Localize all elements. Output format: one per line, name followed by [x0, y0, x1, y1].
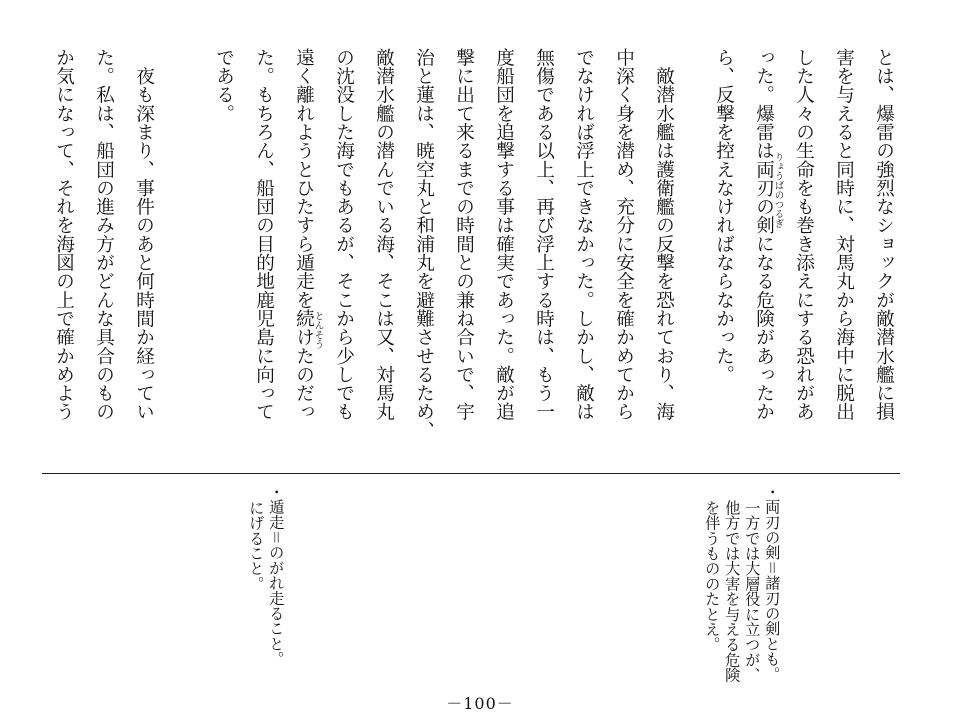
text-column-20: か気になって、それを海図の上で確かめよう [53, 48, 75, 421]
text-column-4: った。爆雷は両刃の剣になる危険があったか [753, 48, 775, 421]
text-column-1: とは、爆雷の強烈なショックが敵潜水艦に損 [873, 48, 895, 421]
footnote-ryoba-line-1: ・両刃の剣＝諸刃の剣とも。 [763, 484, 782, 682]
text-column-3: した人々の生命をも巻き添えにする恐れがあ [793, 48, 815, 421]
text-column-19: た。私は、船団の進み方がどんな具合のもの [93, 48, 115, 421]
text-column-9: 無傷である以上、再び浮上する時は、もう一 [533, 48, 555, 421]
text-column-7: 中深く身を潜め、充分に安全を確かめてから [613, 48, 635, 421]
page-number: －100－ [446, 694, 514, 713]
furigana-tonsou: とんそう [312, 311, 324, 349]
text-column-14: の沈没した海でもあるが、そこから少しでも [333, 48, 355, 421]
text-column-13: 敵潜水艦の潜んでいる海、そこは又、対馬丸 [373, 48, 395, 421]
text-column-10: 度船団を追撃する事は確実であった。敵が追 [493, 48, 515, 421]
text-column-8: でなければ浮上できなかった。しかし、敵は [573, 48, 595, 421]
text-column-17: である。 [213, 48, 235, 123]
footnote-tonsou-line-1: ・遁走＝のがれ走ること。 [267, 484, 286, 667]
footnote-ryoba-line-4: を伴うもののたとえ。 [703, 500, 722, 652]
text-column-12: 治と蓮は、暁空丸と和浦丸を避難させるため、 [413, 48, 435, 440]
text-column-15: 遠く離れようとひたすら遁走を続けたのだっ [293, 48, 315, 421]
text-column-16: た。もちろん、船団の目的地鹿児島に向って [253, 48, 275, 421]
text-column-6: 敵潜水艦は護衛艦の反撃を恐れており、海 [653, 48, 675, 421]
furigana-ryoba-no-tsurugi: りょうばのつるぎ [772, 152, 784, 228]
footnote-separator [42, 473, 900, 474]
footnote-ryoba-line-2: 一方では大層役に立つが、 [743, 500, 762, 683]
text-column-2: 害を与えると同時に、対馬丸から海中に脱出 [833, 48, 855, 421]
text-column-18: 夜も深まり、事件のあと何時間か経ってい [133, 48, 155, 421]
text-column-5: ら、反撃を控えなければならなかった。 [713, 48, 735, 384]
footnote-tonsou-line-2: にげること。 [247, 500, 266, 592]
text-column-11: 撃に出て来るまでの時間との兼ね合いで、宇 [453, 48, 475, 421]
footnote-ryoba-line-3: 他方では大害を与える危険 [723, 500, 742, 683]
